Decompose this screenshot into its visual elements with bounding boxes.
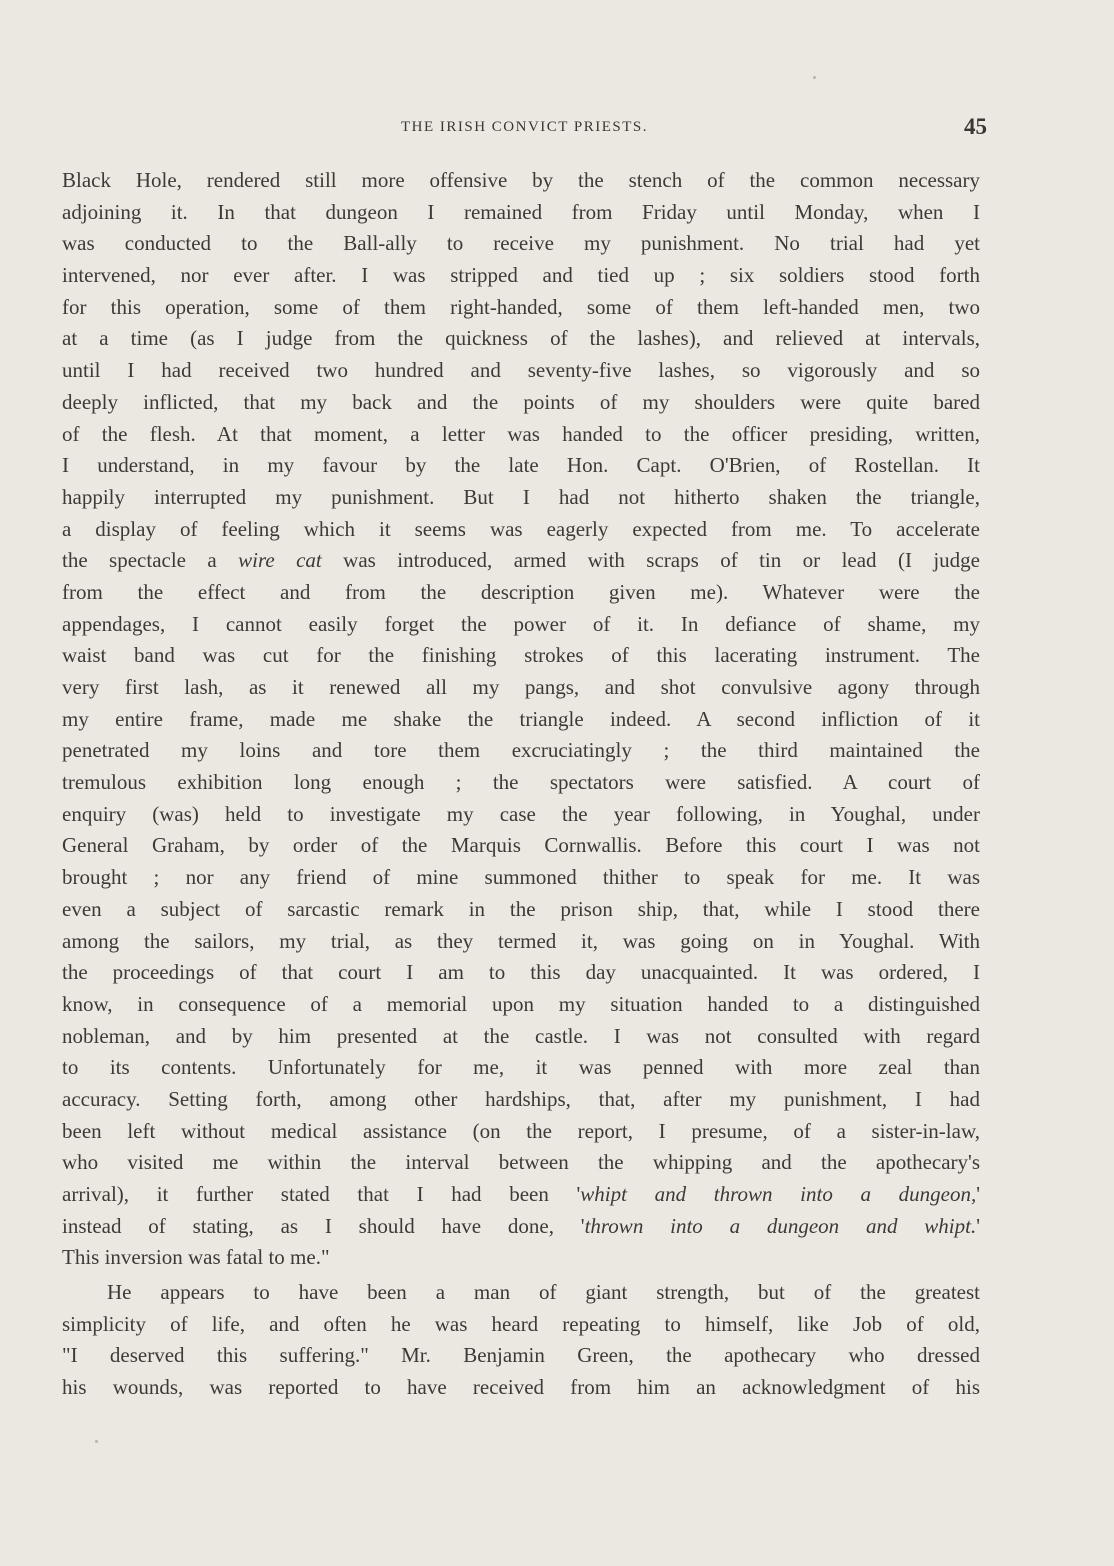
text-line: brought ; nor any friend of mine summoned thither to speak for me. It was (62, 865, 980, 890)
text-line: even a subject of sarcastic remark in the prison ship, that, while I stood there (62, 896, 980, 921)
text-line: He appears to have been a man of giant strength, but of the greatest (107, 1280, 980, 1305)
text-line: "I deserved this suffering." Mr. Benjamin Green, the apothecary who dressed (62, 1343, 980, 1368)
line-text: arrival), it further stated that I had been ' (62, 1182, 581, 1206)
text-line: been left without medical assistance (on the report, I presume, of a sister-in-law, (62, 1118, 980, 1143)
paper-speck (95, 1440, 98, 1443)
paper-speck (813, 76, 816, 79)
text-line: waist band was cut for the finishing strokes of this lacerating instrument. The (62, 643, 980, 668)
text-line: the proceedings of that court I am to this day unacquainted. It was ordered, I (62, 960, 980, 985)
running-head (62, 114, 987, 145)
text-line: tremulous exhibition long enough ; the spectators were satisfied. A court of (62, 770, 980, 795)
text-line: his wounds, was reported to have received from him an acknowledgment of his (62, 1375, 980, 1400)
line-text: instead of stating, as I should have done, ' (62, 1213, 585, 1238)
text-line: my entire frame, made me shake the triangle indeed. A second infliction of it (62, 706, 980, 731)
text-line: at a time (as I judge from the quickness of the lashes), and relieved at intervals, (62, 326, 980, 351)
text-line: deeply inflicted, that my back and the points of my shoulders were quite bared (62, 389, 980, 414)
text-line: enquiry (was) held to investigate my case the year following, in Youghal, under (62, 801, 980, 826)
text-line: adjoining it. In that dungeon I remained from Friday until Monday, when I (62, 199, 980, 224)
line-text: ' (976, 1213, 980, 1238)
text-line: intervened, nor ever after. I was stripped and tied up ; six soldiers stood forth (62, 263, 980, 288)
text-line: for this operation, some of them right-handed, some of them left-handed men, two (62, 294, 980, 319)
line-text: was introduced, armed with scraps of tin or lead (I judge (321, 548, 980, 573)
text-line: very first lash, as it renewed all my pangs, and shot convulsive agony through (62, 675, 980, 699)
italic-phrase: whipt and thrown into a dungeon, (580, 1182, 977, 1206)
text-line: This inversion was fatal to me." (62, 1245, 330, 1270)
page-number: 45 (964, 114, 987, 139)
text-line: who visited me within the interval between the whipping and the apothecary's (62, 1150, 980, 1175)
text-line: nobleman, and by him presented at the castle. I was not consulted with regard (62, 1023, 980, 1048)
text-line: Black Hole, rendered still more offensive by the stench of the common necessary (62, 168, 980, 192)
text-line (62, 1211, 980, 1243)
line-text: the spectacle a (62, 548, 239, 573)
text-line (62, 545, 980, 577)
italic-phrase: thrown into a dungeon and whipt. (584, 1213, 977, 1238)
text-line: General Graham, by order of the Marquis Cornwallis. Before this court I was not (62, 833, 980, 858)
text-line: appendages, I cannot easily forget the power of it. In defiance of shame, my (62, 611, 980, 636)
text-line: among the sailors, my trial, as they termed it, was going on in Youghal. With (62, 928, 980, 953)
text-line: a display of feeling which it seems was eagerly expected from me. To accelerate (62, 516, 980, 541)
text-line: until I had received two hundred and seventy-five lashes, so vigorously and so (62, 358, 980, 383)
text-line: happily interrupted my punishment. But I had not hitherto shaken the triangle, (62, 484, 980, 509)
text-line (62, 1179, 980, 1211)
text-line: was conducted to the Ball-ally to receive my punishment. No trial had yet (62, 231, 980, 256)
text-line: penetrated my loins and tore them excruciatingly ; the third maintained the (62, 738, 980, 763)
text-line: I understand, in my favour by the late Hon. Capt. O'Brien, of Rostellan. It (62, 453, 980, 478)
text-line: from the effect and from the description given me). Whatever were the (62, 579, 980, 604)
line-text: ' (976, 1182, 980, 1206)
running-title: THE IRISH CONVICT PRIESTS. (400, 119, 649, 135)
text-line: know, in consequence of a memorial upon my situation handed to a distinguished (62, 991, 980, 1016)
text-line: simplicity of life, and often he was heard repeating to himself, like Job of old, (62, 1311, 980, 1336)
text-line: accuracy. Setting forth, among other hardships, that, after my punishment, I had (62, 1086, 980, 1111)
text-line: to its contents. Unfortunately for me, it was penned with more zeal than (62, 1055, 980, 1080)
italic-phrase: wire cat (238, 548, 322, 573)
text-line: of the flesh. At that moment, a letter was handed to the officer presiding, written, (62, 421, 980, 446)
body-text (62, 165, 980, 1404)
